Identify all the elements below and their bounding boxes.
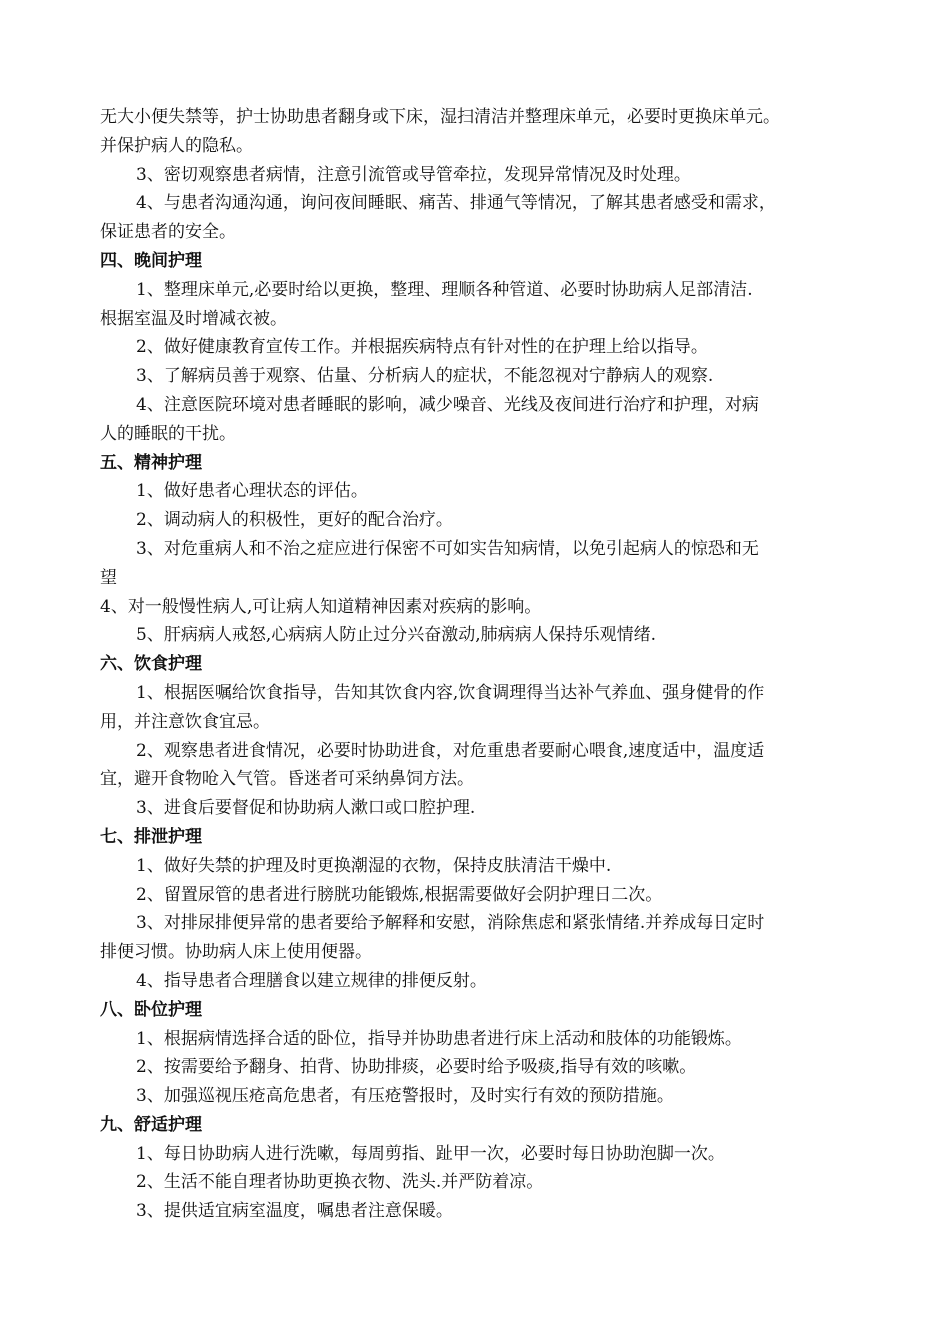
list-item: 2、做好健康教育宣传工作。并根据疾病特点有针对性的在护理上给以指导。 bbox=[136, 337, 708, 358]
body-line: 望 bbox=[100, 567, 117, 588]
list-item: 4、指导患者合理膳食以建立规律的排便反射。 bbox=[136, 970, 487, 991]
list-item: 1、根据医嘱给饮食指导，告知其饮食内容,饮食调理得当达补气养血、强身健骨的作 bbox=[136, 682, 765, 703]
list-item: 3、加强巡视压疮高危患者，有压疮警报时，及时实行有效的预防措施。 bbox=[136, 1086, 674, 1107]
body-line: 宜，避开食物呛入气管。昏迷者可采纳鼻饲方法。 bbox=[100, 769, 474, 790]
document-page bbox=[100, 103, 858, 1226]
body-line: 根据室温及时增减衣被。 bbox=[100, 308, 287, 329]
list-item: 3、对排尿排便异常的患者要给予解释和安慰，消除焦虑和紧张情绪.并养成每日定时 bbox=[136, 913, 765, 934]
list-item: 2、留置尿管的患者进行膀胱功能锻炼,根据需要做好会阴护理日二次。 bbox=[136, 884, 663, 905]
list-item: 5、肝病病人戒怒,心病病人防止过分兴奋激动,肺病病人保持乐观情绪. bbox=[136, 625, 657, 646]
section-heading: 七、排泄护理 bbox=[100, 826, 202, 847]
list-item: 1、做好患者心理状态的评估。 bbox=[136, 481, 368, 502]
list-item: 3、了解病员善于观察、估量、分析病人的症状，不能忽视对宁静病人的观察. bbox=[136, 366, 714, 387]
list-item: 3、密切观察患者病情，注意引流管或导管牵拉，发现异常情况及时处理。 bbox=[136, 164, 691, 185]
list-item: 1、每日协助病人进行洗嗽，每周剪指、趾甲一次，必要时每日协助泡脚一次。 bbox=[136, 1143, 725, 1164]
body-line: 无大小便失禁等，护士协助患者翻身或下床，湿扫清洁并整理床单元，必要时更换床单元。 bbox=[100, 107, 780, 127]
body-line: 并保护病人的隐私。 bbox=[100, 135, 253, 156]
list-item: 1、做好失禁的护理及时更换潮湿的衣物，保持皮肤清洁干燥中. bbox=[136, 855, 612, 876]
list-item: 2、生活不能自理者协助更换衣物、洗头.并严防着凉。 bbox=[136, 1172, 544, 1193]
body-line: 排便习惯。协助病人床上使用便器。 bbox=[100, 942, 372, 963]
list-item: 3、进食后要督促和协助病人漱口或口腔护理. bbox=[136, 798, 476, 819]
section-heading: 九、舒适护理 bbox=[100, 1114, 202, 1135]
list-item: 3、提供适宜病室温度，嘱患者注意保暖。 bbox=[136, 1201, 453, 1222]
section-heading: 八、卧位护理 bbox=[100, 999, 202, 1020]
body-line: 保证患者的安全。 bbox=[100, 222, 236, 243]
list-item: 4、与患者沟通沟通，询问夜间睡眠、痛苦、排通气等情况，了解其患者感受和需求， bbox=[136, 193, 776, 214]
list-item: 4、对一般慢性病人,可让病人知道精神因素对疾病的影响。 bbox=[100, 596, 542, 617]
body-line: 用，并注意饮食宜忌。 bbox=[100, 711, 270, 732]
section-heading: 四、晚间护理 bbox=[100, 250, 202, 271]
body-line: 人的睡眠的干扰。 bbox=[100, 423, 236, 444]
list-item: 4、注意医院环境对患者睡眠的影响，减少噪音、光线及夜间进行治疗和护理，对病 bbox=[136, 394, 759, 415]
list-item: 1、根据病情选择合适的卧位，指导并协助患者进行床上活动和肢体的功能锻炼。 bbox=[136, 1028, 742, 1049]
list-item: 2、调动病人的积极性，更好的配合治疗。 bbox=[136, 510, 453, 531]
section-heading: 五、精神护理 bbox=[100, 452, 202, 473]
list-item: 1、整理床单元,必要时给以更换，整理、理顺各种管道、必要时协助病人足部清洁. bbox=[136, 279, 753, 300]
list-item: 3、对危重病人和不治之症应进行保密不可如实告知病情，以免引起病人的惊恐和无 bbox=[136, 538, 759, 559]
section-heading: 六、饮食护理 bbox=[100, 654, 202, 675]
list-item: 2、观察患者进食情况，必要时协助进食，对危重患者要耐心喂食,速度适中，温度适 bbox=[136, 740, 765, 761]
list-item: 2、按需要给予翻身、拍背、协助排痰，必要时给予吸痰,指导有效的咳嗽。 bbox=[136, 1057, 697, 1078]
